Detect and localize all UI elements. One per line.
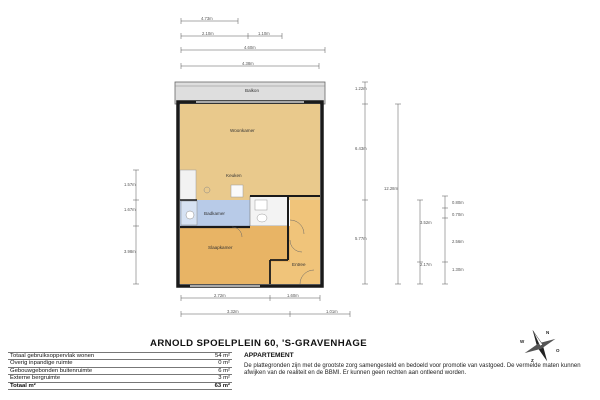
area-label: Overig inpandige ruimte xyxy=(8,360,198,367)
dim-bottom-d: 1.01m xyxy=(326,309,338,314)
living-room xyxy=(180,104,320,200)
dim-left-a: 1.57m xyxy=(124,182,136,187)
right-dimensions xyxy=(362,82,448,284)
dim-top-2b: 1.10m xyxy=(258,31,270,36)
dim-bottom-a: 2.72m xyxy=(214,293,226,298)
area-label: Gebouwgebonden buitenruimte xyxy=(8,367,198,374)
compass-e: O xyxy=(556,348,560,353)
table-row xyxy=(8,375,232,382)
area-label: Externe bergruimte xyxy=(8,375,198,382)
dim-right-total: 12.28m xyxy=(384,186,398,191)
toilet-icon xyxy=(257,214,267,222)
dim-right-e: 2.17m xyxy=(420,262,432,267)
area-value: 3 m² xyxy=(198,375,232,382)
dim-left-c: 3.98m xyxy=(124,249,136,254)
dim-top-1: 4.73m xyxy=(201,16,213,21)
stove-icon xyxy=(231,185,243,197)
room-label-bedroom: Slaapkamer xyxy=(208,245,233,250)
dim-right-lower: 5.77m xyxy=(355,236,367,241)
dim-left-b: 1.67m xyxy=(124,207,136,212)
compass-n: N xyxy=(546,330,550,335)
compass-w: W xyxy=(520,339,525,344)
dim-right-d: 2.56m xyxy=(452,239,464,244)
address-title: ARNOLD SPOELPLEIN 60, 'S-GRAVENHAGE xyxy=(150,338,368,349)
dim-right-a: 0.80m xyxy=(452,200,464,205)
room-label-bathroom: Badkamer xyxy=(204,211,225,216)
dim-top-4: 4.38m xyxy=(242,61,254,66)
area-label: Totaal m² xyxy=(8,382,198,389)
bottom-dimensions xyxy=(181,295,350,317)
dim-right-b: 0.70m xyxy=(452,212,464,217)
table-row xyxy=(8,353,232,360)
washing-machine-icon xyxy=(255,200,267,210)
room-label-entrance: Entree xyxy=(292,262,306,267)
area-label: Totaal gebruiksoppervlak wonen xyxy=(8,353,198,360)
dim-right-living: 6.43m xyxy=(355,146,367,151)
compass-rose-icon xyxy=(518,326,562,366)
sink-icon xyxy=(186,211,194,219)
room-label-living: Woonkamer xyxy=(230,128,255,133)
dim-bottom-b: 1.60m xyxy=(287,293,299,298)
area-value: 6 m² xyxy=(198,367,232,374)
dim-bottom-c: 3.32m xyxy=(227,309,239,314)
area-value: 0 m² xyxy=(198,360,232,367)
compass-s: Z xyxy=(531,358,534,363)
room-label-kitchen: Keuken xyxy=(226,173,242,178)
dim-right-f: 1.30m xyxy=(452,267,464,272)
property-type: APPARTEMENT xyxy=(244,352,294,359)
table-row xyxy=(8,360,232,367)
dim-top-3: 4.60m xyxy=(244,45,256,50)
area-value: 63 m² xyxy=(198,382,232,389)
utility-area xyxy=(250,196,288,226)
room-label-balcony: Balkon xyxy=(245,88,260,93)
disclaimer-text: De plattegronden zijn met de grootste zorg samengesteld en bedoeld voor promotie van vastgoed. De vermelde maten kunnen afwijken van de realiteit en de BBMI. Er kunnen geen rechten aan ontleend worden. xyxy=(244,363,581,377)
dim-right-c: 3.52m xyxy=(420,220,432,225)
dim-right-balcony: 1.22m xyxy=(355,86,367,91)
area-value: 54 m² xyxy=(198,353,232,360)
dim-top-2a: 2.10m xyxy=(202,31,214,36)
left-dimensions xyxy=(133,170,139,284)
table-row-total xyxy=(8,382,232,389)
area-table xyxy=(8,352,232,390)
table-row xyxy=(8,367,232,374)
